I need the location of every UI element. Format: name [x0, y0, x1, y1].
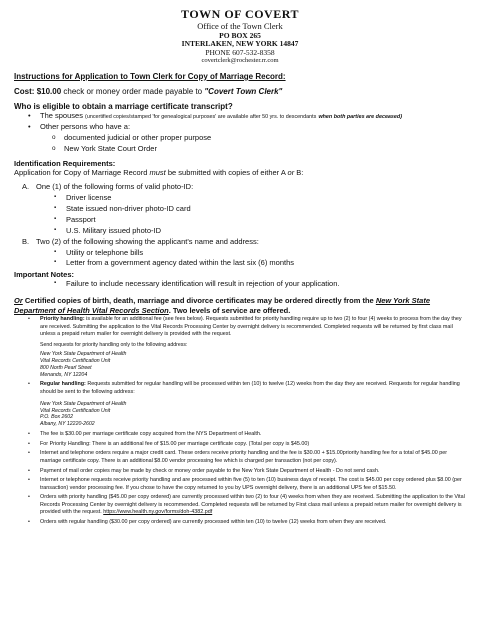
- email-line: covertclerk@rochester.rr.com: [201, 57, 279, 65]
- nys-heading-text: Certified copies of birth, death, marriage and divorce certificates may be ordered directly from the: [24, 296, 374, 306]
- address-line: Albany, NY 12220-2602: [40, 421, 95, 428]
- priority-send-line: Send requests for priority handling only to the following address:: [40, 342, 188, 349]
- eligibility-question: Who is eligible to obtain a marriage certificate transcript?: [14, 101, 233, 111]
- nys-heading-text-2: . Two levels of service are offered.: [168, 306, 291, 316]
- list-item: ▪ U.S. Military issued photo-ID: [14, 226, 466, 237]
- cost-amount: $10.00: [36, 86, 62, 96]
- priority-label: Priority handling:: [40, 316, 85, 323]
- intro-text: Application for Copy of Marriage Record: [14, 168, 148, 178]
- list-item: o documented judicial or other proper purpose: [14, 133, 466, 144]
- list-item: [14, 494, 466, 516]
- list-item: • Other persons who have a:: [14, 122, 466, 133]
- cost-text: check or money order made payable to: [63, 86, 203, 96]
- letterhead: [14, 8, 466, 65]
- town-name: TOWN OF COVERT: [181, 7, 299, 21]
- option-a: [14, 182, 466, 193]
- cost-payee: "Covert Town Clerk": [204, 86, 283, 96]
- intro-text-3: B:: [296, 168, 304, 178]
- important-notes-heading: Important Notes:: [14, 270, 74, 280]
- office-name: Office of the Town Clerk: [197, 20, 283, 31]
- fee-text: Orders with priority handling ($45.00 per copy ordered) are currently processed within two (2) to four (4) weeks from when they are received. Submitting the application to the Vital Records Processing Center by overnight delivery is recommended. Completed requests will be returned by First class mail unless a prepaid return mailer for overnight delivery is provided with the request.: [40, 494, 465, 516]
- important-notes-list: [14, 279, 466, 290]
- spouses-label: The spouses: [40, 110, 83, 120]
- regular-address: [14, 401, 466, 428]
- list-item: • The fee is $30.00 per marriage certificate copy acquired from the NYS Department of Health.: [14, 431, 466, 438]
- priority-text: is available for an additional fee (see fees below). Requests submitted for priority handling require up to two (2) to four (4) weeks to process from the day they are received. Submitting the application to the Vital Records Processing Center by overnight delivery is recommended. Completed requests will be returned by first class mail unless a prepaid return mailer for overnight delivery is provided with the request.: [40, 316, 462, 337]
- option-a-letter: A.: [22, 182, 30, 192]
- intro-or: or: [287, 168, 295, 178]
- list-item: o New York State Court Order: [14, 144, 466, 155]
- priority-address: [14, 351, 466, 378]
- list-item: ▪ Failure to include necessary identification will result in rejection of your application.: [14, 279, 466, 290]
- eligibility-list: [14, 111, 466, 155]
- spouses-note: (uncertified copies/stamped 'for genealogical purposes' are available after 50 yrs. to descendants: [85, 113, 317, 120]
- address-line: New York State Department of Health: [40, 351, 127, 358]
- list-item: ▪ Letter from a government agency dated within the last six (6) months: [14, 258, 466, 269]
- nys-heading: [14, 296, 466, 316]
- list-item: ▪ Passport: [14, 215, 466, 226]
- address-line: P.O. Box 2602: [40, 414, 74, 421]
- id-requirements-heading: Identification Requirements:: [14, 159, 116, 169]
- list-item: [14, 111, 466, 122]
- or-label: Or: [14, 296, 23, 306]
- list-item: ▪ State issued non-driver photo-ID card: [14, 204, 466, 215]
- address-line: 800 North Pearl Street: [40, 364, 92, 371]
- address-line: Menands, NY 12204: [40, 371, 88, 378]
- option-b: [14, 237, 466, 248]
- intro-text-2: be submitted with copies of either A: [167, 168, 286, 178]
- list-item: • Orders with regular handling ($30.00 per copy ordered) are currently processed within ten (10) to twelve (12) weeks from when they are received.: [14, 519, 466, 526]
- phone-line: PHONE 607-532-8358: [205, 47, 275, 57]
- nys-handling-list-2: [14, 381, 466, 396]
- cost-line: [14, 87, 466, 96]
- id-requirements-intro: [14, 168, 466, 179]
- list-item: • Payment of mail order copies may be made by check or money order payable to the New York State Department of Health - Do not send cash.: [14, 468, 466, 475]
- intro-must: must: [149, 168, 166, 178]
- list-item: • Internet and telephone orders require a major credit card. These orders receive priority handling and the fee is $30.00 + $15.00priority handling fee for a total of $45.00 per marriage certificate copy. There is an additional $8.00 vendor processing fee which is charged per transaction (not per copy).: [14, 450, 466, 465]
- nys-handling-list: [14, 316, 466, 338]
- fees-list: [14, 431, 466, 526]
- list-item: [14, 381, 466, 396]
- instructions-heading: Instructions for Application to Town Clerk for Copy of Marriage Record:: [14, 71, 286, 81]
- nys-department: New York State Department of Health Vital Records Section: [14, 296, 431, 316]
- list-item: • For Priority Handling: There is an additional fee of $15.00 per marriage certificate copy. (Total per copy is $45.00): [14, 441, 466, 448]
- list-item: • Internet or telephone requests receive priority handling and are processed within five (5) to ten (10) business days of receipt. The cost is $45.00 per copy ordered plus $8.00 (per transaction) vendor processing fee. If you chose to have the copy returned to you by UPS overnight delivery, there is an additional UPS fee of $15.50.: [14, 477, 466, 492]
- option-b-text: Two (2) of the following showing the applicant's name and address:: [36, 236, 259, 246]
- form-link[interactable]: https://www.health.ny.gov/forms/doh-4382.pdf: [103, 509, 213, 516]
- address-line: New York State Department of Health: [40, 400, 127, 407]
- address-line: Vital Records Certification Unit: [40, 358, 111, 365]
- regular-label: Regular handling:: [40, 381, 86, 388]
- option-a-list: [14, 193, 466, 237]
- city-line: INTERLAKEN, NEW YORK 14847: [181, 39, 299, 49]
- list-item: ▪ Driver license: [14, 193, 466, 204]
- regular-text: Requests submitted for regular handling will be processed within ten (10) to twelve (12) weeks from the day they are received. Requests for regular handling should be sent to the following address:: [40, 381, 460, 395]
- address-line: Vital Records Certification Unit: [40, 407, 111, 414]
- list-item: [14, 316, 466, 338]
- list-item: ▪ Utility or telephone bills: [14, 248, 466, 259]
- option-a-text: One (1) of the following forms of valid photo-ID:: [36, 182, 194, 192]
- spouses-note-emphasis: when both parties are deceased): [318, 113, 403, 120]
- option-b-letter: B.: [22, 236, 30, 246]
- po-box: PO BOX 265: [219, 30, 261, 40]
- option-b-list: [14, 248, 466, 270]
- cost-label: Cost:: [14, 86, 35, 96]
